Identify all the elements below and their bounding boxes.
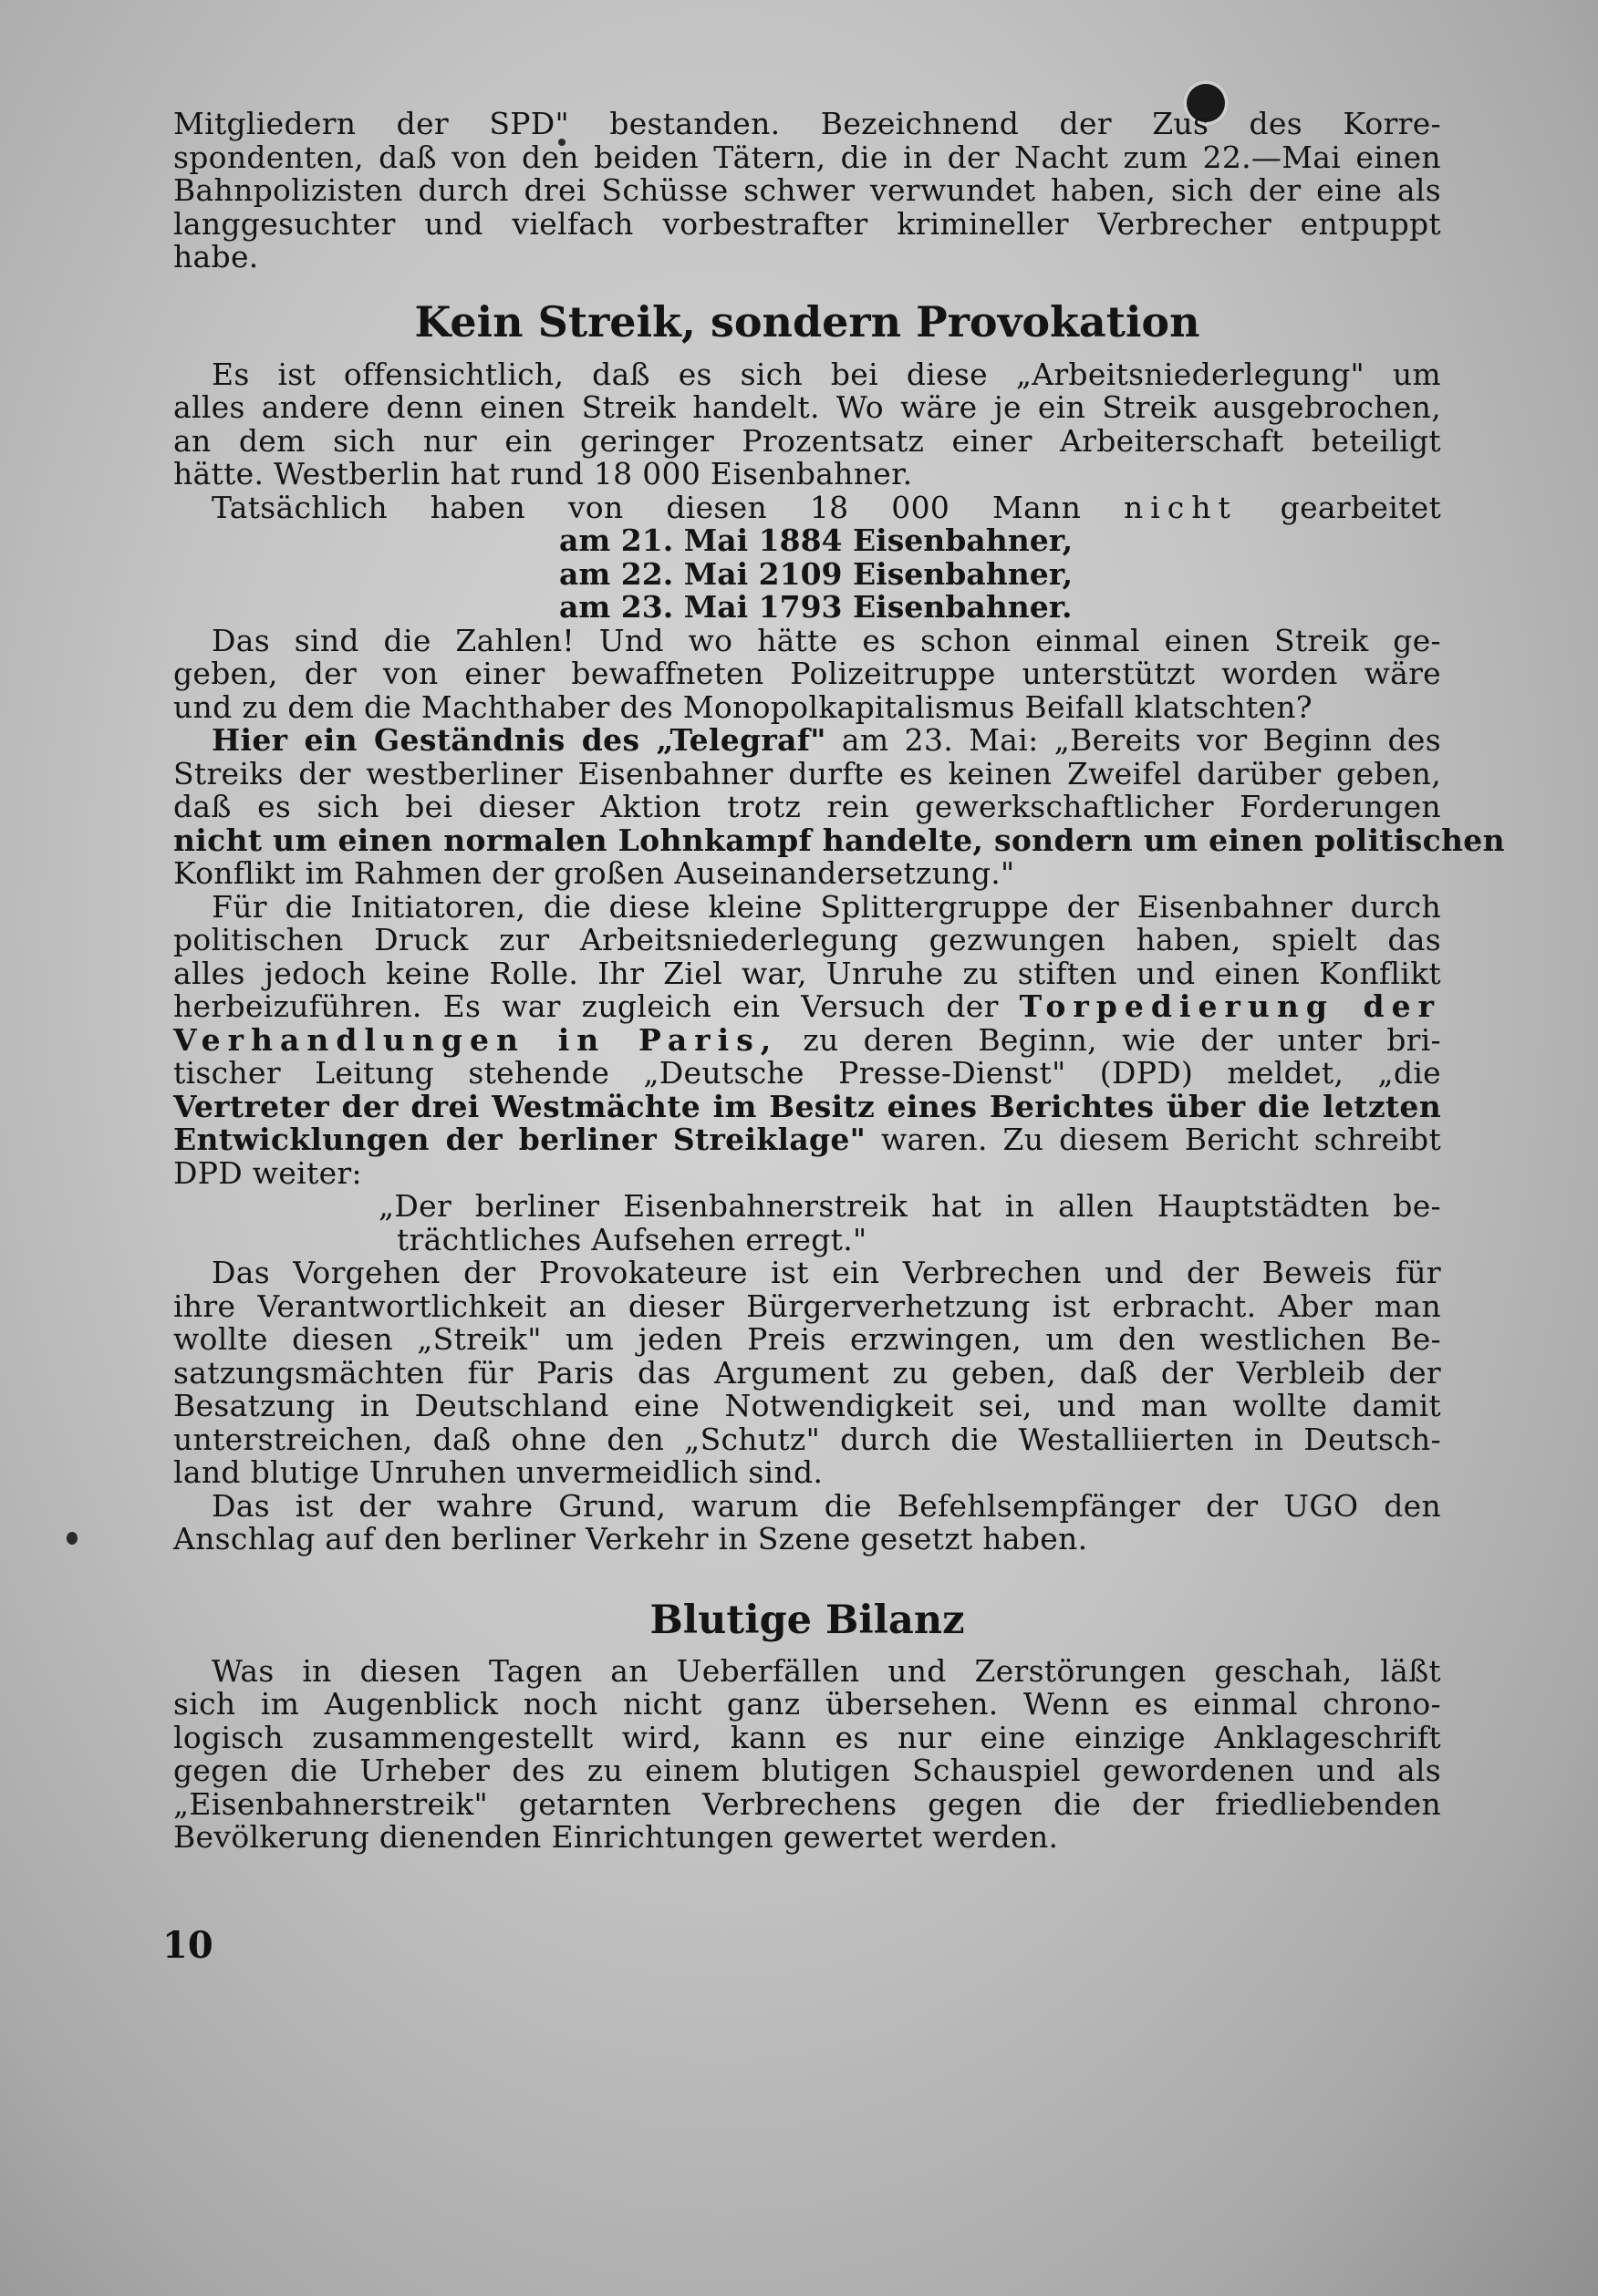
row-label: Eisenbahner, bbox=[853, 522, 1074, 558]
text-line: Streiks der westberliner Eisenbahner durfte es keinen Zweifel darüber geben, bbox=[173, 755, 1441, 791]
text-line: Das ist der wahre Grund, warum die Befehlsempfänger der UGO den bbox=[212, 1487, 1441, 1524]
emphasis-spaced: nicht bbox=[1124, 489, 1238, 525]
text-line bbox=[173, 1123, 1441, 1157]
text-line: gegen die Urheber des zu einem blutigen Schauspiel gewordenen und als bbox=[173, 1753, 1441, 1788]
row-count: 2109 bbox=[758, 555, 843, 592]
text-line bbox=[173, 491, 1441, 525]
table-row bbox=[559, 555, 1441, 592]
text-line: DPD weiter: bbox=[173, 1154, 362, 1191]
text-line: Mitgliedern der SPD" bestanden. Bezeichnend der Zus des Korre- bbox=[173, 106, 1441, 141]
text-line: alles jedoch keine Rolle. Ihr Ziel war, Unruhe zu stiften und einen Konflikt bbox=[173, 955, 1441, 991]
text-line: Vertreter der drei Westmächte im Besitz eines Berichtes über die letzten bbox=[173, 1088, 1441, 1124]
text-line: trächtliches Aufsehen erregt." bbox=[397, 1221, 867, 1257]
paragraph bbox=[173, 1652, 1441, 1855]
text-line: Bevölkerung dienenden Einrichtungen gewertet werden. bbox=[173, 1819, 1059, 1855]
text-column bbox=[173, 106, 1505, 1855]
text-run: herbeizuführen. Es war zugleich ein Versuch der bbox=[173, 988, 999, 1024]
row-count: 1793 bbox=[758, 589, 843, 625]
text-line: wollte diesen „Streik" um jeden Preis erzwingen, um den westlichen Be- bbox=[173, 1321, 1441, 1357]
text-line: Das Vorgehen der Provokateure ist ein Verbrechen und der Beweis für bbox=[212, 1255, 1441, 1290]
text-line: alles andere denn einen Streik handelt. Wo wäre je ein Streik ausgebrochen, bbox=[173, 389, 1441, 425]
paragraph bbox=[173, 491, 1441, 525]
paragraph bbox=[173, 1487, 1441, 1557]
text-line: tischer Leitung stehende „Deutsche Presse-Dienst" (DPD) meldet, „die bbox=[173, 1055, 1441, 1091]
paragraph bbox=[173, 622, 1441, 725]
text-line: Für die Initiatoren, die diese kleine Splittergruppe der Eisenbahner durch bbox=[212, 888, 1441, 925]
emphasis-spaced: Verhandlungen in Paris, bbox=[173, 1021, 779, 1058]
dust-speck bbox=[67, 1532, 78, 1545]
emphasis-spaced: Torpedierung der bbox=[1019, 988, 1441, 1024]
text-line: habe. bbox=[173, 239, 259, 274]
text-line: „Der berliner Eisenbahnerstreik hat in allen Hauptstädten be- bbox=[379, 1188, 1441, 1224]
paragraph bbox=[173, 358, 1441, 491]
bold-run: Entwicklungen der berliner Streiklage" bbox=[173, 1122, 866, 1157]
text-line: spondenten, daß von den beiden Tätern, die in der Nacht zum 22.—Mai einen bbox=[173, 139, 1441, 175]
text-line: logisch zusammengestellt wird, kann es nur eine einzige Anklageschrift bbox=[173, 1719, 1441, 1755]
text-line: Es ist offensichtlich, daß es sich bei diese „Arbeitsniederlegung" um bbox=[212, 356, 1441, 392]
text-run: zu deren Beginn, wie der unter bri- bbox=[803, 1021, 1442, 1058]
row-date: am 23. Mai bbox=[559, 589, 749, 625]
block-quote bbox=[173, 1190, 1441, 1257]
bold-run: Hier ein Geständnis des „Telegraf" bbox=[212, 722, 826, 758]
text-line: daß es sich bei dieser Aktion trotz rein gewerkschaftlicher Forderungen bbox=[173, 789, 1441, 824]
text-run: am 23. Mai: „Bereits vor Beginn des bbox=[841, 722, 1441, 758]
text-line: Anschlag auf den berliner Verkehr in Szene gesetzt haben. bbox=[173, 1521, 1088, 1557]
paragraph bbox=[173, 722, 1505, 891]
text-line: Was in diesen Tagen an Ueberfällen und Zerstörungen geschah, läßt bbox=[212, 1652, 1441, 1689]
paragraph bbox=[173, 888, 1442, 1191]
text-run: Tatsächlich haben von diesen 18 000 Mann bbox=[212, 489, 1082, 525]
text-line: Konflikt im Rahmen der großen Auseinandersetzung." bbox=[173, 855, 1015, 891]
text-run: gearbeitet bbox=[1280, 489, 1442, 525]
text-line: und zu dem die Machthaber des Monopolkapitalismus Beifall klatschten? bbox=[173, 688, 1313, 725]
text-line: satzungsmächten für Paris das Argument zu geben, daß der Verbleib der bbox=[173, 1354, 1441, 1391]
table-row bbox=[559, 524, 1441, 558]
text-line: land blutige Unruhen unvermeidlich sind. bbox=[173, 1454, 824, 1490]
text-run: waren. Zu diesem Bericht schreibt bbox=[880, 1122, 1442, 1157]
row-label: Eisenbahner. bbox=[853, 589, 1073, 625]
text-line: an dem sich nur ein geringer Prozentsatz einer Arbeiterschaft beteiligt bbox=[173, 422, 1441, 459]
text-line: ihre Verantwortlichkeit an dieser Bürgerverhetzung ist erbracht. Aber man bbox=[173, 1288, 1441, 1324]
text-line bbox=[173, 990, 1441, 1024]
text-line: Bahnpolizisten durch drei Schüsse schwer verwundet haben, sich der eine als bbox=[173, 172, 1441, 208]
page-number: 10 bbox=[162, 1924, 213, 1967]
row-count: 1884 bbox=[758, 522, 843, 558]
strike-count-table bbox=[559, 524, 1441, 625]
text-line: geben, der von einer bewaffneten Polizeitruppe unterstützt worden wäre bbox=[173, 656, 1441, 691]
text-line: politischen Druck zur Arbeitsniederlegung gezwungen haben, spielt das bbox=[173, 922, 1441, 957]
section-heading: Blutige Bilanz bbox=[649, 1597, 965, 1643]
row-date: am 22. Mai bbox=[559, 555, 749, 592]
text-line: hätte. Westberlin hat rund 18 000 Eisenbahner. bbox=[173, 456, 913, 491]
text-line: „Eisenbahnerstreik" getarnten Verbrechens gegen die der friedliebenden bbox=[173, 1785, 1441, 1822]
text-line: unterstreichen, daß ohne den „Schutz" durch die Westalliierten in Deutsch- bbox=[173, 1421, 1441, 1457]
text-line: nicht um einen normalen Lohnkampf handelte, sondern um einen politischen bbox=[173, 822, 1505, 858]
section-heading: Kein Streik, sondern Provokation bbox=[414, 296, 1200, 346]
text-line bbox=[173, 1021, 1442, 1058]
text-line: Das sind die Zahlen! Und wo hätte es schon einmal einen Streik ge- bbox=[212, 622, 1441, 658]
table-row bbox=[559, 591, 1441, 625]
paragraph bbox=[173, 1257, 1441, 1490]
text-line: sich im Augenblick noch nicht ganz übersehen. Wenn es einmal chrono- bbox=[173, 1686, 1441, 1722]
row-date: am 21. Mai bbox=[559, 522, 749, 558]
text-line: langgesuchter und vielfach vorbestrafter krimineller Verbrecher entpuppt bbox=[173, 205, 1441, 242]
row-label: Eisenbahner, bbox=[853, 555, 1074, 592]
text-line bbox=[173, 724, 1441, 758]
intro-paragraph bbox=[173, 108, 1441, 274]
text-line: Besatzung in Deutschland eine Notwendigkeit sei, und man wollte damit bbox=[173, 1388, 1441, 1423]
